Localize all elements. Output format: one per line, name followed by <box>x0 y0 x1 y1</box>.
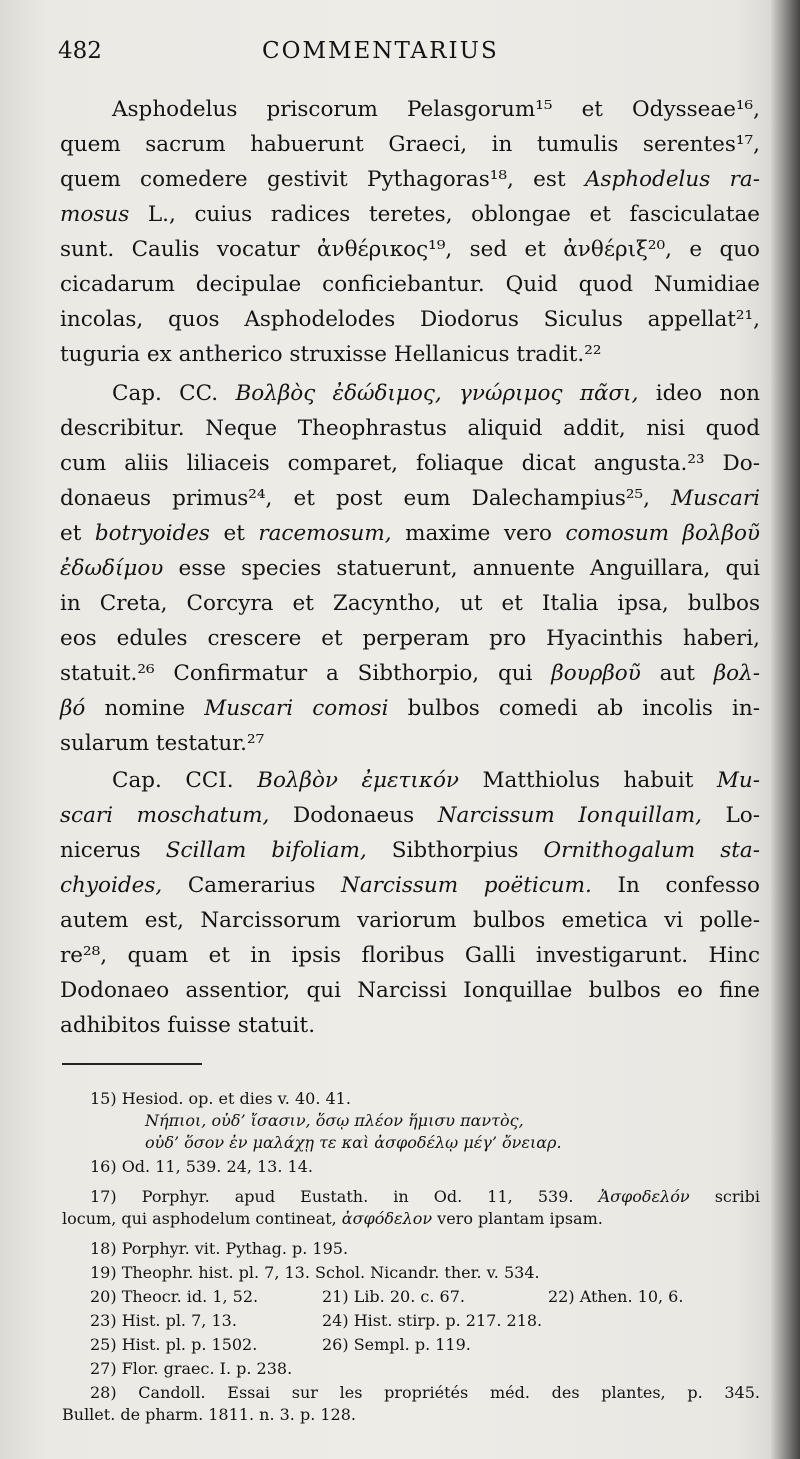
text-line: sularum testatur.²⁷ <box>60 731 265 756</box>
text-line: mosus L., cuius radices teretes, oblongae et fasciculatae <box>60 202 760 227</box>
footnote-15: 15) Hesiod. op. et dies v. 40. 41. <box>90 1089 351 1108</box>
footnote-18: 18) Porphyr. vit. Pythag. p. 195. <box>90 1239 349 1258</box>
text-line: in Creta, Corcyra et Zacyntho, ut et Italia ipsa, bulbos <box>60 591 760 616</box>
footnote-19: 19) Theophr. hist. pl. 7, 13. Schol. Nicandr. ther. v. 534. <box>90 1263 540 1282</box>
footnote-22: 22) Athen. 10, 6. <box>548 1287 684 1306</box>
text-line: Asphodelus priscorum Pelasgorum¹⁵ et Odysseae¹⁶, <box>112 97 760 122</box>
text-line: cicadarum decipulae conficiebantur. Quid quod Numidiae <box>60 272 760 297</box>
footnote-24: 24) Hist. stirp. p. 217. 218. <box>322 1311 543 1330</box>
text-line: statuit.²⁶ Confirmatur a Sibthorpio, qui βουρβοῦ aut βολ- <box>60 661 760 686</box>
text-line: cum aliis liliaceis comparet, foliaque dicat angusta.²³ Do- <box>60 451 760 476</box>
footnote-21: 21) Lib. 20. c. 67. <box>322 1287 465 1306</box>
text-line: Cap. CC. Βολβὸς ἐδώδιμος, γνώριμος πᾶσι, ideo non <box>112 381 760 406</box>
text-line: describitur. Neque Theophrastus aliquid addit, nisi quod <box>60 416 760 441</box>
footnote-25: 25) Hist. pl. p. 1502. <box>90 1335 258 1354</box>
text-line: sunt. Caulis vocatur ἀνθέρικος¹⁹, sed et ἀνθέριξ²⁰, e quo <box>60 237 760 262</box>
text-line: adhibitos fuisse statuit. <box>60 1013 316 1038</box>
text-line: ἐδωδίμου esse species statuerunt, annuente Anguillara, qui <box>60 556 760 581</box>
footnote-20: 20) Theocr. id. 1, 52. <box>90 1287 259 1306</box>
text-line: autem est, Narcissorum variorum bulbos emetica vi polle- <box>60 908 760 933</box>
footnote-row-25-26 <box>90 1334 760 1355</box>
text-line: βό nomine Muscari comosi bulbos comedi ab incolis in- <box>60 696 761 721</box>
text-line: chyoides, Camerarius Narcissum poëticum. In confesso <box>60 873 760 898</box>
text-line: scari moschatum, Dodonaeus Narcissum Ionquillam, Lo- <box>60 803 761 828</box>
footnote-15-verse: Νήπιοι, οὐδ’ ἴσασιν, ὅσῳ πλέον ἥμισυ παντὸς, <box>145 1111 524 1130</box>
footnote-28-cont: Bullet. de pharm. 1811. n. 3. p. 128. <box>62 1405 356 1424</box>
footnote-row-23-24 <box>90 1310 760 1331</box>
text-line: eos edules crescere et perperam pro Hyacinthis haberi, <box>60 626 760 651</box>
text-line: quem sacrum habuerunt Graeci, in tumulis serentes¹⁷, <box>60 132 760 157</box>
footnote-row-20-22 <box>90 1286 760 1307</box>
text-line: donaeus primus²⁴, et post eum Dalechampius²⁵, Muscari <box>60 486 760 511</box>
footnote-15-verse: οὐδ’ ὅσον ἐν μαλάχῃ τε καὶ ἀσφοδέλῳ μέγ’ ὄνειαρ. <box>145 1133 562 1152</box>
text-line: Cap. CCI. Βολβὸν ἐμετικόν Matthiolus habuit Mu- <box>112 768 760 793</box>
text-line: tuguria ex antherico struxisse Hellanicus tradit.²² <box>60 342 602 367</box>
page-number: 482 <box>58 38 102 64</box>
running-title: COMMENTARIUS <box>262 38 499 64</box>
text-line: re²⁸, quam et in ipsis floribus Galli investigarunt. Hinc <box>60 943 760 968</box>
footnote-23: 23) Hist. pl. 7, 13. <box>90 1311 237 1330</box>
footnote-27: 27) Flor. graec. I. p. 238. <box>90 1359 293 1378</box>
footnote-17: 17) Porphyr. apud Eustath. in Od. 11, 539. Ἀσφοδελόν scribi <box>90 1187 761 1206</box>
text-line: Dodonaeo assentior, qui Narcissi Ionquillae bulbos eo fine <box>60 978 760 1003</box>
text-line: quem comedere gestivit Pythagoras¹⁸, est Asphodelus ra- <box>60 167 760 192</box>
text-line: et botryoides et racemosum, maxime vero comosum βολβοῦ <box>60 521 760 546</box>
footnote-16: 16) Od. 11, 539. 24, 13. 14. <box>90 1157 313 1176</box>
footnote-26: 26) Sempl. p. 119. <box>322 1335 471 1354</box>
text-line: incolas, quos Asphodelodes Diodorus Siculus appellat²¹, <box>60 307 760 332</box>
footnote-divider <box>62 1063 202 1065</box>
footnote-17-cont: locum, qui asphodelum contineat, ἀσφόδελον vero plantam ipsam. <box>62 1209 603 1228</box>
footnote-28: 28) Candoll. Essai sur les propriétés méd. des plantes, p. 345. <box>90 1383 760 1402</box>
text-line: nicerus Scillam bifoliam, Sibthorpius Ornithogalum sta- <box>60 838 761 863</box>
book-spine-shadow <box>770 0 800 1459</box>
